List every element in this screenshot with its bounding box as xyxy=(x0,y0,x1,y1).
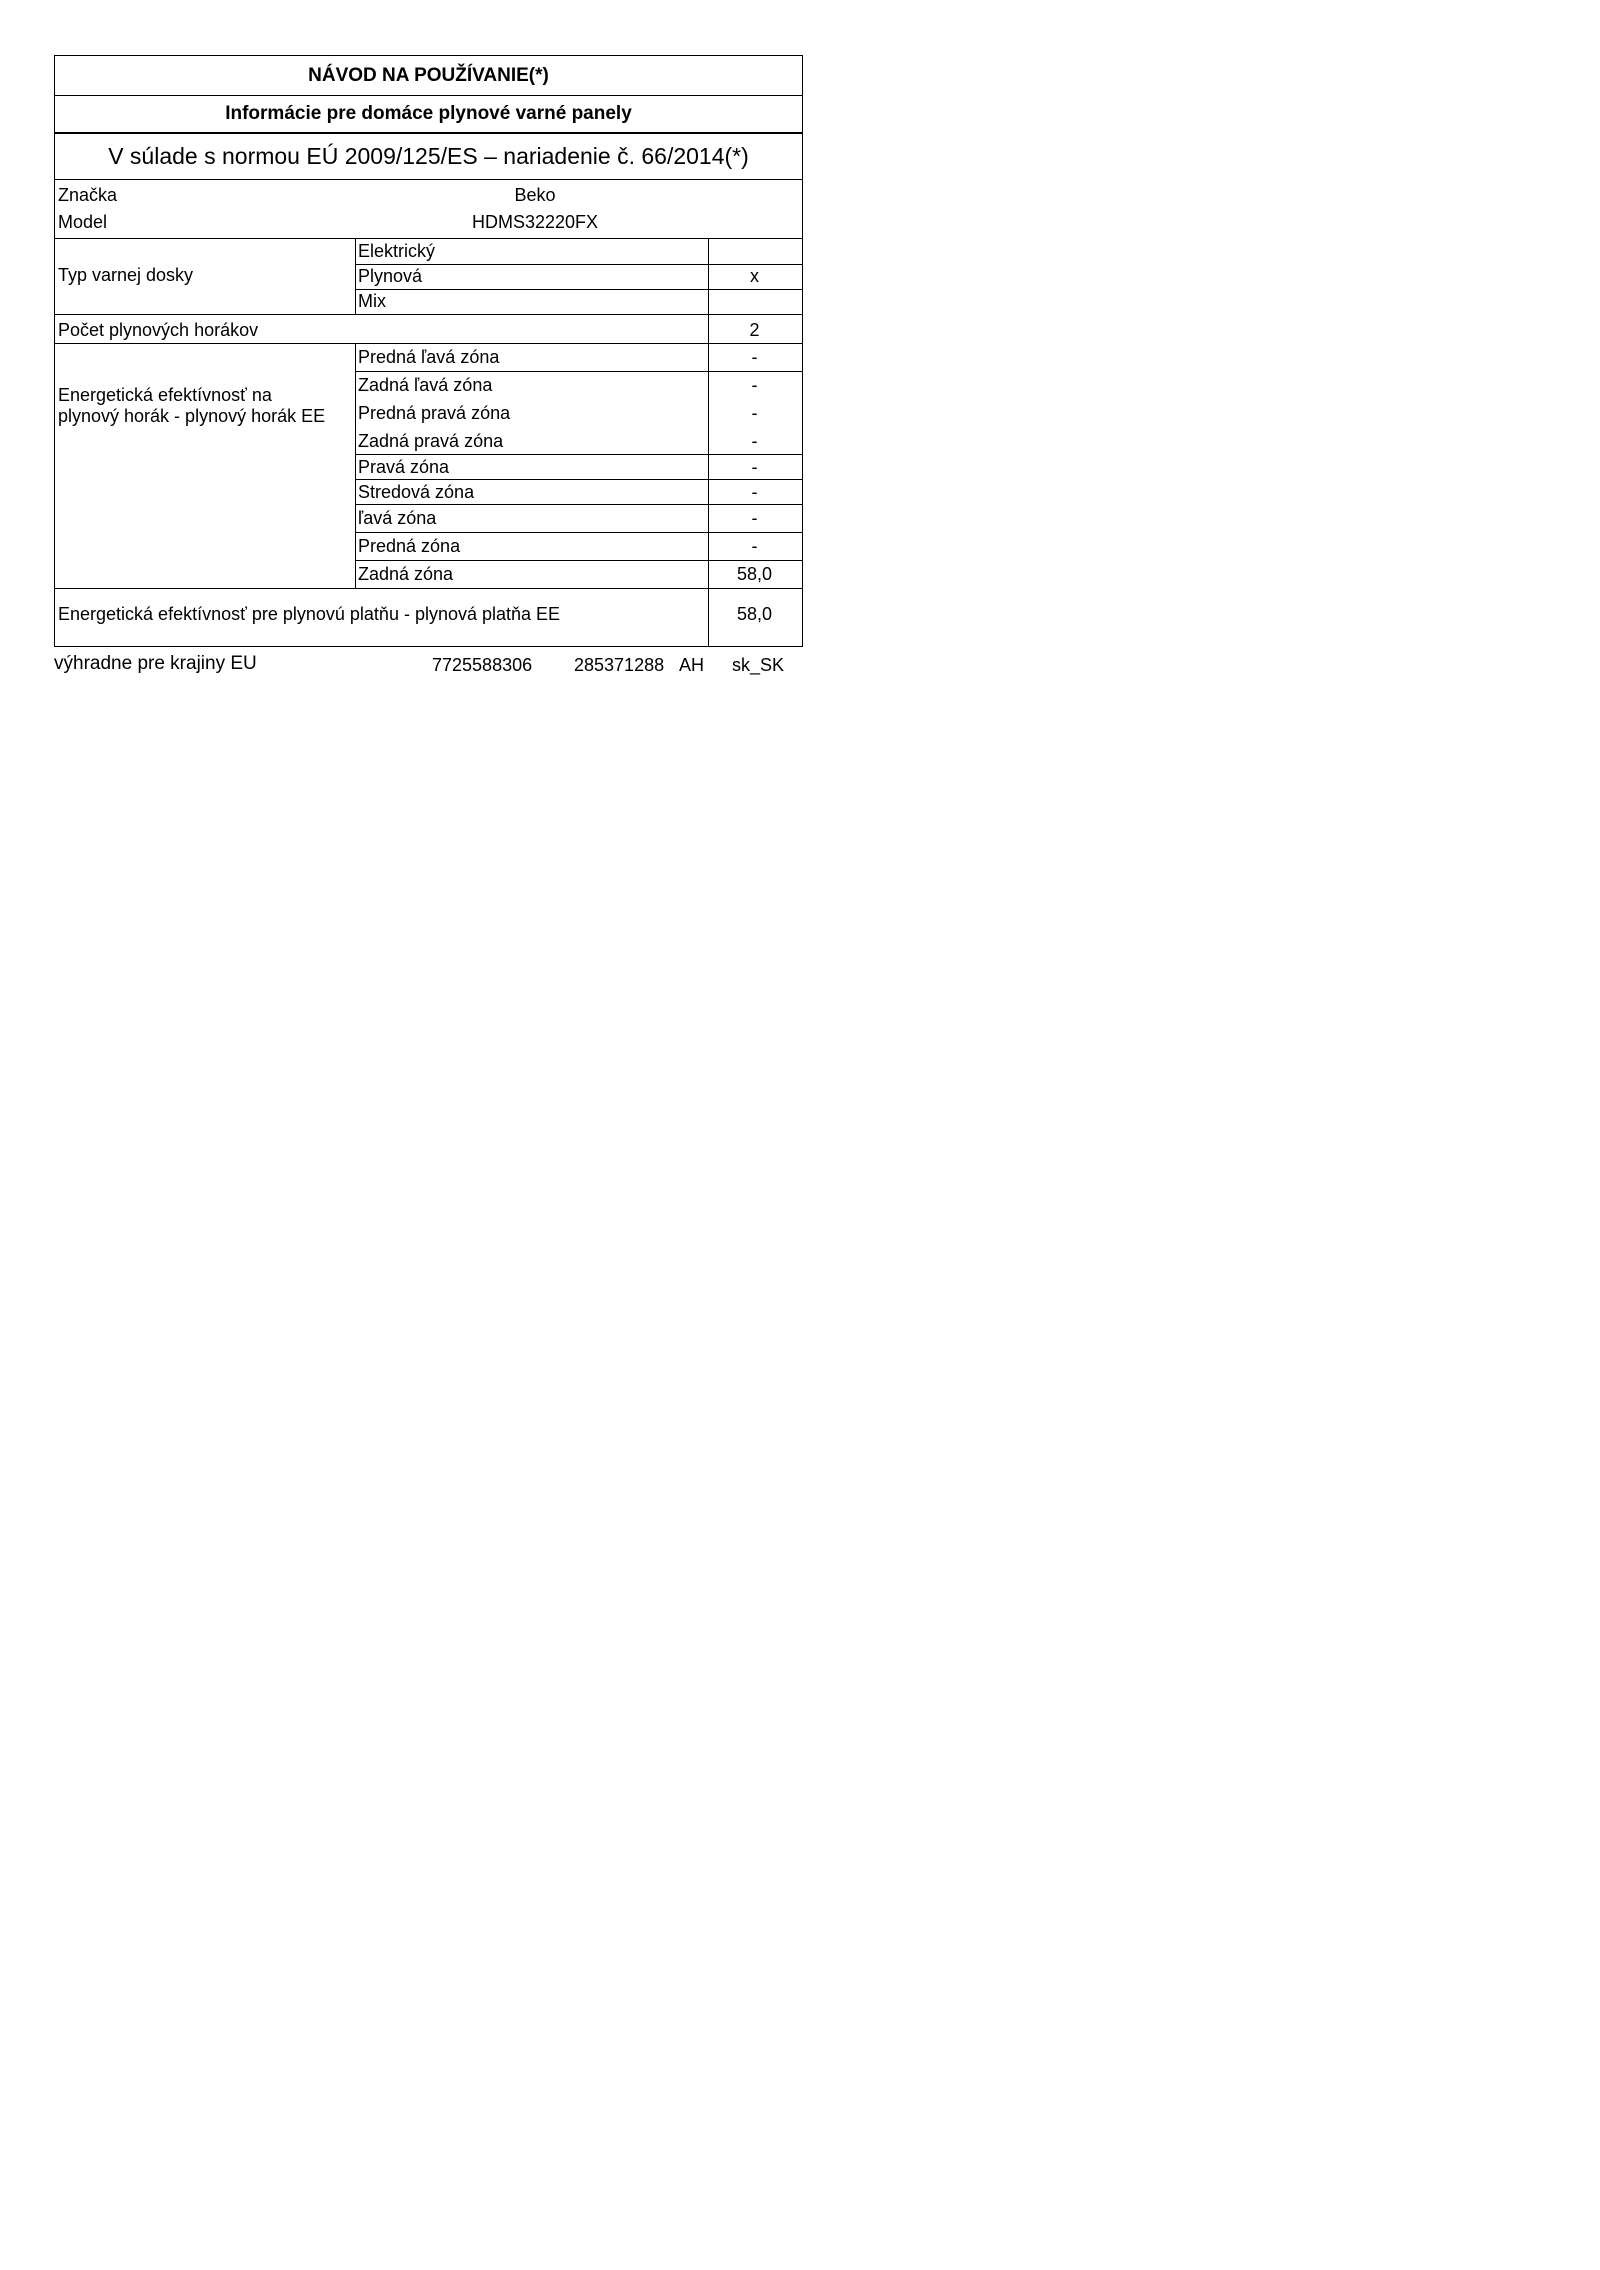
footer-code-3: AH xyxy=(679,655,705,675)
hob-type-electric-label: Elektrický xyxy=(358,241,436,261)
zone-right-value: - xyxy=(751,457,758,477)
zone-rear-value: 58,0 xyxy=(736,564,773,584)
zone-left-value: - xyxy=(751,508,758,528)
row-divider xyxy=(355,289,802,290)
row-divider xyxy=(355,371,802,372)
norm-reference: V súlade s normou EÚ 2009/125/ES – nariadenie č. 66/2014(*) xyxy=(55,134,802,180)
footer-locale: sk_SK xyxy=(732,655,785,675)
zone-center-label: Stredová zóna xyxy=(358,482,475,502)
sheet-subtitle: Informácie pre domáce plynové varné panely xyxy=(55,96,802,134)
data-grid xyxy=(55,180,802,646)
zone-front-label: Predná zóna xyxy=(358,536,461,556)
row-divider xyxy=(55,343,802,344)
energy-info-sheet xyxy=(54,55,803,647)
row-divider xyxy=(55,588,802,589)
value-column-divider xyxy=(708,238,709,646)
plate-efficiency-label: Energetická efektívnosť pre plynovú platňu - plynová platňa EE xyxy=(58,604,561,624)
burner-efficiency-label-line2: plynový horák - plynový horák EE xyxy=(58,406,326,426)
model-value: HDMS32220FX xyxy=(471,212,599,232)
column-divider xyxy=(355,238,356,314)
row-divider xyxy=(355,454,802,455)
burner-count-label: Počet plynových horákov xyxy=(58,320,259,340)
zone-rear-left-label: Zadná ľavá zóna xyxy=(358,375,493,395)
row-divider xyxy=(355,560,802,561)
row-divider xyxy=(355,479,802,480)
hob-type-gas-label: Plynová xyxy=(358,266,423,286)
row-divider xyxy=(355,504,802,505)
model-label: Model xyxy=(58,212,108,232)
hob-type-gas-value: x xyxy=(750,266,759,286)
footer-code-2: 285371288 xyxy=(574,655,665,675)
row-divider xyxy=(55,314,802,315)
footer-note: výhradne pre krajiny EU xyxy=(54,653,257,674)
brand-value: Beko xyxy=(514,185,556,205)
zone-front-value: - xyxy=(751,536,758,556)
column-divider xyxy=(355,343,356,588)
zone-front-right-value: - xyxy=(751,403,758,423)
row-divider xyxy=(55,238,802,239)
zone-rear-right-label: Zadná pravá zóna xyxy=(358,431,504,451)
hob-type-mix-label: Mix xyxy=(358,291,386,311)
plate-efficiency-value: 58,0 xyxy=(736,604,773,624)
brand-label: Značka xyxy=(58,185,118,205)
zone-center-value: - xyxy=(751,482,758,502)
burner-efficiency-label-line1: Energetická efektívnosť na xyxy=(58,385,272,405)
hob-type-label: Typ varnej dosky xyxy=(58,265,194,285)
zone-rear-left-value: - xyxy=(751,375,758,395)
burner-count-value: 2 xyxy=(749,320,760,340)
zone-front-left-value: - xyxy=(751,347,758,367)
footer-code-1: 7725588306 xyxy=(432,655,533,675)
zone-front-left-label: Predná ľavá zóna xyxy=(358,347,500,367)
zone-left-label: ľavá zóna xyxy=(358,508,437,528)
zone-rear-label: Zadná zóna xyxy=(358,564,454,584)
row-divider xyxy=(355,532,802,533)
zone-front-right-label: Predná pravá zóna xyxy=(358,403,511,423)
sheet-title: NÁVOD NA POUŽÍVANIE(*) xyxy=(55,56,802,96)
zone-rear-right-value: - xyxy=(751,431,758,451)
zone-right-label: Pravá zóna xyxy=(358,457,450,477)
row-divider xyxy=(355,264,802,265)
